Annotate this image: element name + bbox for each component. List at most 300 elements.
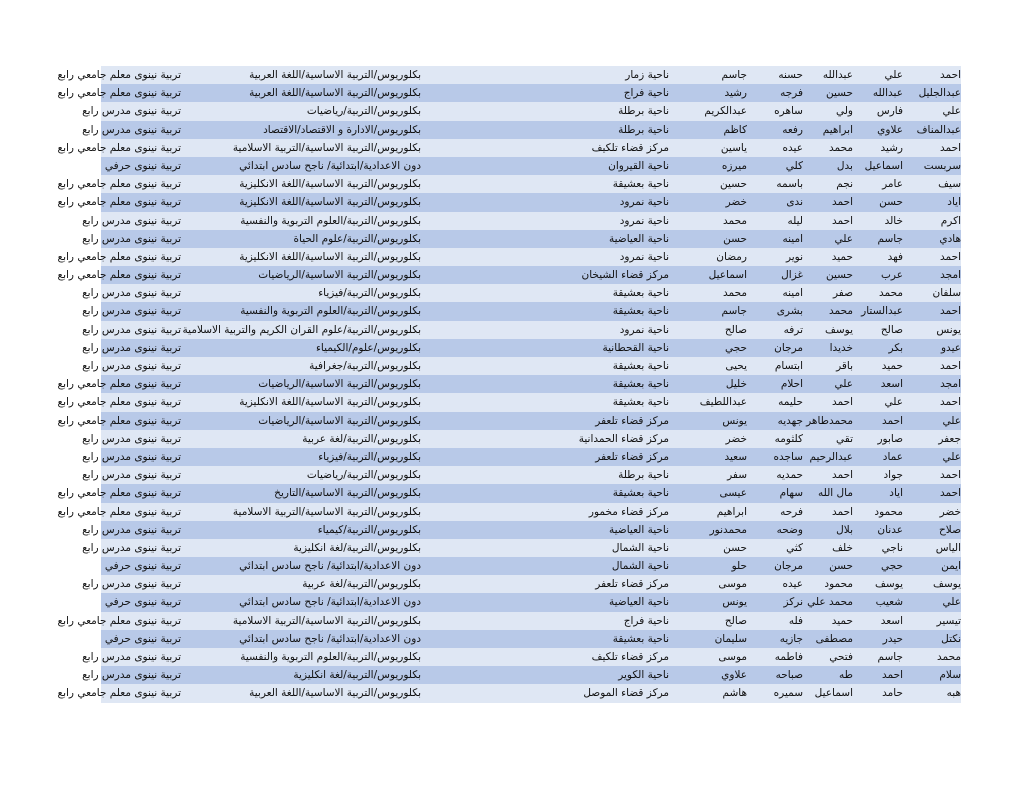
qualification-cell: بكلوريوس/التربية الاساسية/التربية الاسلامية	[232, 614, 421, 627]
grandfather-name-cell: احمد	[832, 196, 853, 209]
qualification-cell: بكلوريوس/التربية الاساسية/الرياضيات	[258, 378, 421, 391]
grade-text: مدرس رابع	[82, 232, 131, 245]
grade-text: مدرس رابع	[82, 651, 131, 663]
mother-father-name-cell: صالح	[724, 323, 747, 336]
grandfather-name-cell: نجم	[836, 178, 853, 191]
table-row	[57, 484, 961, 502]
directorate-text: تربية نينوى	[134, 632, 181, 645]
qualification-cell: بكلوريوس/التربية/العلوم التربوية والنفسية	[240, 651, 421, 663]
table-row	[57, 612, 961, 630]
mother-name-cell: فرحه	[780, 505, 803, 518]
location-cell: مركز قضاء الحمدانية	[578, 432, 669, 445]
grade-text: مدرس رابع	[82, 305, 131, 318]
directorate-grade-cell	[57, 412, 181, 430]
grade-text: معلم جامعي رابع	[57, 69, 131, 81]
mother-name-cell: فاطمه	[774, 651, 803, 663]
directorate-text: تربية نينوى	[134, 305, 181, 318]
directorate-text: تربية نينوى	[134, 651, 181, 663]
qualification-cell: بكلوريوس/التربية الاساسية/الرياضيات	[258, 414, 421, 427]
grandfather-name-cell: محمد	[829, 305, 853, 318]
location-cell: مركز قضاء الشيخان	[581, 269, 669, 282]
directorate-grade-cell	[57, 393, 181, 411]
qualification-cell: بكلوريوس/التربية الاساسية/اللغة الانكليزية	[239, 396, 421, 409]
grandfather-name-cell: علي	[834, 378, 853, 391]
location-cell: ناحية العياضية	[608, 523, 669, 536]
father-name-cell: محمود	[874, 505, 903, 518]
table-row	[82, 575, 961, 593]
father-name-cell: علي	[884, 69, 903, 81]
grandfather-name-cell: خلف	[832, 541, 853, 554]
first-name-cell: اياد	[947, 196, 961, 209]
first-name-cell: خضر	[939, 505, 961, 518]
mother-name-cell: جازيه	[779, 632, 803, 645]
location-cell: ناحية نمرود	[619, 250, 669, 263]
directorate-text: تربية نينوى	[134, 614, 181, 627]
first-name-cell: نكتل	[941, 632, 961, 645]
first-name-cell: علي	[942, 450, 961, 463]
table-row	[82, 339, 961, 357]
mother-name-cell: جهديه	[777, 414, 803, 427]
mother-name-cell: كثي	[786, 541, 803, 554]
grandfather-name-cell: تقي	[836, 432, 853, 445]
location-cell: مركز قضاء تلكيف	[591, 141, 669, 154]
mother-name-cell: ساجده	[773, 450, 803, 463]
directorate-text: تربية نينوى	[134, 687, 181, 700]
first-name-cell: سربست	[923, 159, 961, 172]
first-name-cell: علي	[942, 414, 961, 427]
first-name-cell: عبدالجليل	[918, 87, 961, 100]
father-name-cell: عرب	[881, 269, 903, 282]
data-table	[57, 66, 961, 703]
mother-father-name-cell: حلو	[731, 560, 747, 573]
location-cell: ناحية نمرود	[619, 196, 669, 209]
father-name-cell: شعيب	[875, 596, 903, 609]
table-row	[57, 266, 961, 284]
first-name-cell: سلفان	[932, 287, 961, 300]
mother-name-cell: ليله	[787, 214, 803, 227]
directorate-text: تربية نينوى	[134, 341, 181, 354]
directorate-text: تربية نينوى	[134, 269, 181, 282]
grade-text: معلم جامعي رابع	[57, 87, 131, 100]
location-cell: ناحية بعشيقة	[612, 396, 669, 409]
directorate-grade-cell	[57, 66, 181, 84]
table-row	[57, 193, 961, 211]
father-name-cell: بكر	[888, 341, 903, 354]
mother-name-cell: ندى	[786, 196, 803, 209]
qualification-cell: دون الاعدادية/ابتدائية/ ناجح سادس ابتدائي	[239, 596, 421, 609]
mother-father-name-cell: محمدنور	[709, 523, 747, 536]
location-cell: ناحية بعشيقة	[612, 378, 669, 391]
mother-father-name-cell: ياسين	[720, 141, 747, 154]
directorate-text: تربية نينوى	[134, 450, 181, 463]
location-cell: ناحية نمرود	[619, 214, 669, 227]
grade-text: مدرس رابع	[82, 450, 131, 463]
directorate-text: تربية نينوى	[134, 541, 181, 554]
mother-name-cell: سهام	[779, 487, 803, 500]
mother-father-name-cell: يونس	[722, 596, 747, 609]
grade-text: معلم جامعي رابع	[57, 141, 131, 154]
directorate-text: تربية نينوى	[134, 469, 181, 482]
qualification-cell: بكلوريوس/التربية الاساسية/اللغة الانكليزية	[239, 250, 421, 263]
mother-name-cell: فله	[788, 614, 803, 627]
grandfather-name-cell: احمد	[832, 214, 853, 227]
table-row	[82, 448, 961, 466]
first-name-cell: سلام	[939, 669, 961, 682]
qualification-cell: بكلوريوس/التربية/لغة عربية	[302, 432, 421, 445]
first-name-cell: يونس	[936, 323, 961, 336]
qualification-cell: بكلوريوس/التربية/لغة عربية	[302, 578, 421, 591]
mother-father-name-cell: خضر	[725, 432, 747, 445]
qualification-cell: بكلوريوس/التربية الاساسية/اللغة الانكليزية	[239, 178, 421, 191]
grade-text: معلم جامعي رابع	[57, 614, 131, 627]
first-name-cell: احمد	[940, 396, 961, 409]
directorate-text: تربية نينوى	[134, 69, 181, 81]
mother-father-name-cell: محمد	[723, 287, 747, 300]
location-cell: مركز قضاء الموصل	[583, 687, 669, 700]
mother-father-name-cell: موسى	[718, 578, 747, 591]
grade-text: حرفي	[104, 632, 131, 645]
directorate-text: تربية نينوى	[134, 214, 181, 227]
location-cell: مركز قضاء تلعفر	[595, 450, 669, 463]
first-name-cell: الياس	[935, 541, 961, 554]
directorate-grade-cell	[82, 430, 181, 448]
father-name-cell: اسعد	[880, 614, 903, 627]
father-name-cell: حميد	[881, 360, 903, 372]
table-row	[82, 230, 961, 248]
mother-father-name-cell: سليمان	[714, 632, 747, 645]
mother-name-cell: حليمه	[778, 396, 803, 409]
mother-name-cell: حسنه	[778, 69, 803, 81]
table-row	[101, 557, 961, 575]
directorate-grade-cell	[101, 593, 181, 611]
location-cell: ناحية برطلة	[618, 469, 669, 482]
grandfather-name-cell: بدل	[836, 159, 853, 172]
table-row	[57, 248, 961, 266]
grade-text: مدرس رابع	[82, 669, 131, 682]
table-row	[82, 357, 961, 375]
father-name-cell: اياد	[889, 487, 903, 500]
directorate-text: تربية نينوى	[134, 378, 181, 391]
directorate-grade-cell	[82, 302, 181, 320]
qualification-cell: بكلوريوس/التربية/رياضيات	[306, 105, 421, 118]
mother-father-name-cell: جاسم	[721, 69, 747, 81]
mother-name-cell: باسمه	[776, 178, 803, 191]
location-cell: مركز قضاء تلكيف	[591, 651, 669, 663]
grade-text: معلم جامعي رابع	[57, 396, 131, 409]
directorate-grade-cell	[57, 175, 181, 193]
grandfather-name-cell: باقر	[836, 360, 853, 372]
directorate-text: تربية نينوى	[134, 323, 181, 336]
first-name-cell: احمد	[940, 487, 961, 500]
qualification-cell: بكلوريوس/التربية/علوم القران الكريم والتربية الاسلامية	[182, 323, 421, 336]
grade-text: حرفي	[104, 560, 131, 573]
directorate-grade-cell	[82, 666, 181, 684]
location-cell: ناحية برطلة	[618, 105, 669, 118]
directorate-grade-cell	[57, 484, 181, 502]
mother-father-name-cell: خليل	[725, 378, 747, 391]
grade-text: معلم جامعي رابع	[57, 269, 131, 282]
mother-name-cell: بشرى	[776, 305, 803, 318]
location-cell: ناحية القيروان	[608, 159, 669, 172]
mother-father-name-cell: هاشم	[722, 687, 747, 700]
table-row	[82, 321, 961, 339]
location-cell: ناحية بعشيقة	[612, 487, 669, 500]
directorate-grade-cell	[57, 503, 181, 521]
father-name-cell: حسن	[879, 196, 903, 209]
qualification-cell: بكلوريوس/التربية/فيزياء	[318, 287, 421, 300]
qualification-cell: بكلوريوس/التربية/لغة انكليزية	[293, 669, 421, 682]
father-name-cell: اسماعيل	[864, 159, 903, 172]
grandfather-name-cell: احمد	[832, 396, 853, 409]
directorate-text: تربية نينوى	[134, 596, 181, 609]
table-row	[82, 466, 961, 484]
table-row	[82, 121, 961, 139]
father-name-cell: عامر	[882, 178, 903, 191]
mother-name-cell: عيده	[782, 578, 803, 591]
first-name-cell: احمد	[940, 305, 961, 318]
mother-father-name-cell: حجي	[724, 341, 747, 354]
directorate-grade-cell	[82, 212, 181, 230]
mother-father-name-cell: يحيى	[725, 360, 747, 372]
directorate-text: تربية نينوى	[134, 141, 181, 154]
first-name-cell: ايمن	[941, 560, 961, 573]
father-name-cell: صابور	[877, 432, 903, 445]
first-name-cell: محمد	[937, 651, 961, 663]
directorate-text: تربية نينوى	[134, 196, 181, 209]
mother-father-name-cell: حسن	[723, 541, 747, 554]
qualification-cell: بكلوريوس/التربية/علوم الحياة	[293, 232, 421, 245]
directorate-grade-cell	[101, 630, 181, 648]
mother-name-cell: ترفه	[783, 323, 803, 336]
grandfather-name-cell: اسماعيل	[814, 687, 853, 700]
grade-text: مدرس رابع	[82, 105, 131, 118]
table-row	[57, 412, 961, 430]
mother-name-cell: وضحه	[776, 523, 803, 536]
location-cell: مركز قضاء مخمور	[588, 505, 669, 518]
father-name-cell: حامد	[882, 687, 903, 700]
qualification-cell: دون الاعدادية/ابتدائية/ ناجح سادس ابتدائي	[239, 159, 421, 172]
directorate-grade-cell	[82, 284, 181, 302]
first-name-cell: احمد	[940, 141, 961, 154]
grade-text: مدرس رابع	[82, 523, 131, 536]
location-cell: ناحية العياضية	[608, 232, 669, 245]
first-name-cell: اكرم	[940, 214, 961, 227]
first-name-cell: احمد	[940, 69, 961, 81]
mother-father-name-cell: رشيد	[724, 87, 747, 100]
grade-text: مدرس رابع	[82, 541, 131, 554]
grade-text: معلم جامعي رابع	[57, 414, 131, 427]
directorate-grade-cell	[57, 375, 181, 393]
directorate-text: تربية نينوى	[134, 159, 181, 172]
mother-name-cell: غزال	[781, 269, 803, 282]
qualification-cell: بكلوريوس/التربية/رياضيات	[306, 469, 421, 482]
grade-text: مدرس رابع	[82, 123, 131, 136]
directorate-grade-cell	[57, 139, 181, 157]
table-row	[57, 175, 961, 193]
grade-text: معلم جامعي رابع	[57, 487, 131, 500]
location-cell: ناحية العياضية	[608, 596, 669, 609]
qualification-cell: بكلوريوس/علوم/الكيمياء	[315, 341, 421, 354]
mother-father-name-cell: عبداللطيف	[699, 396, 747, 409]
grade-text: معلم جامعي رابع	[57, 378, 131, 391]
grandfather-name-cell: علي	[834, 232, 853, 245]
first-name-cell: علي	[942, 105, 961, 118]
grandfather-name-cell: محمد	[829, 141, 853, 154]
grandfather-name-cell: حسن	[829, 560, 853, 573]
grade-text: مدرس رابع	[82, 432, 131, 445]
table-row	[82, 430, 961, 448]
directorate-grade-cell	[82, 321, 181, 339]
grade-text: مدرس رابع	[82, 360, 131, 372]
father-name-cell: عدنان	[877, 523, 903, 536]
grade-text: مدرس رابع	[82, 341, 131, 354]
directorate-grade-cell	[82, 230, 181, 248]
mother-name-cell: نركز	[783, 596, 803, 609]
first-name-cell: تيسير	[936, 614, 961, 627]
qualification-cell: بكلوريوس/التربية/العلوم التربوية والنفسية	[240, 305, 421, 318]
table-row	[82, 539, 961, 557]
father-name-cell: احمد	[882, 669, 903, 682]
location-cell: ناحية نمرود	[619, 323, 669, 336]
mother-father-name-cell: صالح	[724, 614, 747, 627]
grandfather-name-cell: بلال	[836, 523, 853, 536]
table-row	[101, 157, 961, 175]
mother-father-name-cell: ابراهيم	[716, 505, 747, 518]
directorate-grade-cell	[57, 193, 181, 211]
mother-father-name-cell: عيسى	[719, 487, 747, 500]
qualification-cell: بكلوريوس/التربية الاساسية/التربية الاسلامية	[232, 141, 421, 154]
directorate-grade-cell	[82, 357, 181, 375]
father-name-cell: فارس	[876, 105, 903, 118]
mother-father-name-cell: خضر	[725, 196, 747, 209]
father-name-cell: عماد	[882, 450, 903, 463]
mother-name-cell: سميره	[773, 687, 803, 700]
mother-father-name-cell: حسين	[719, 178, 747, 191]
grandfather-name-cell: حميد	[831, 614, 853, 627]
qualification-cell: بكلوريوس/التربية الاساسية/اللغة العربية	[249, 69, 421, 81]
table-row	[57, 684, 961, 702]
table-row	[82, 666, 961, 684]
first-name-cell: هبه	[946, 687, 961, 700]
directorate-grade-cell	[82, 575, 181, 593]
mother-name-cell: رفعه	[782, 123, 803, 136]
location-cell: ناحية برطلة	[618, 123, 669, 136]
table-row	[82, 302, 961, 320]
grandfather-name-cell: عبدالرحيم	[809, 450, 853, 463]
grandfather-name-cell: حسين	[825, 87, 853, 100]
qualification-cell: بكلوريوس/التربية/لغة انكليزية	[293, 541, 421, 554]
mother-name-cell: مرجان	[774, 341, 803, 354]
table-row	[57, 139, 961, 157]
grandfather-name-cell: احمد	[832, 469, 853, 482]
first-name-cell: احمد	[940, 469, 961, 482]
mother-father-name-cell: يونس	[722, 414, 747, 427]
grade-text: حرفي	[104, 159, 131, 172]
first-name-cell: عبدالمناف	[916, 123, 961, 136]
directorate-grade-cell	[82, 466, 181, 484]
location-cell: ناحية القحطانية	[602, 341, 669, 354]
grade-text: مدرس رابع	[82, 214, 131, 227]
table-row	[82, 521, 961, 539]
directorate-grade-cell	[82, 448, 181, 466]
directorate-text: تربية نينوى	[134, 123, 181, 136]
directorate-grade-cell	[57, 266, 181, 284]
father-name-cell: عبدالستار	[861, 305, 903, 318]
directorate-text: تربية نينوى	[134, 560, 181, 573]
mother-name-cell: نوير	[785, 250, 803, 263]
grade-text: معلم جامعي رابع	[57, 178, 131, 191]
mother-father-name-cell: موسى	[718, 651, 747, 663]
father-name-cell: يوسف	[874, 578, 903, 591]
mother-name-cell: مرجان	[774, 560, 803, 573]
directorate-text: تربية نينوى	[134, 414, 181, 427]
directorate-text: تربية نينوى	[134, 578, 181, 591]
grandfather-name-cell: حميد	[831, 250, 853, 263]
grade-text: مدرس رابع	[82, 469, 131, 482]
father-name-cell: ناجي	[881, 541, 903, 554]
grandfather-name-cell: فتحي	[829, 651, 853, 663]
first-name-cell: عيدو	[940, 341, 961, 354]
first-name-cell: امجد	[940, 269, 961, 282]
mother-name-cell: كلي	[785, 159, 803, 172]
location-cell: ناحية بعشيقة	[612, 287, 669, 300]
grandfather-name-cell: صفر	[832, 287, 853, 300]
directorate-grade-cell	[82, 121, 181, 139]
directorate-grade-cell	[101, 557, 181, 575]
mother-father-name-cell: علاوي	[721, 669, 747, 682]
father-name-cell: جواد	[883, 469, 903, 482]
father-name-cell: خالد	[884, 214, 903, 227]
grandfather-name-cell: محمود	[824, 578, 853, 591]
grandfather-name-cell: ولي	[835, 105, 853, 118]
table-row	[57, 66, 961, 84]
location-cell: ناحية فراج	[623, 614, 669, 627]
table-row	[82, 284, 961, 302]
first-name-cell: احمد	[940, 360, 961, 372]
qualification-cell: بكلوريوس/التربية/فيزياء	[318, 450, 421, 463]
directorate-grade-cell	[101, 157, 181, 175]
father-name-cell: علاوي	[877, 123, 903, 136]
directorate-text: تربية نينوى	[134, 487, 181, 500]
mother-name-cell: ابتسام	[774, 360, 803, 372]
father-name-cell: احمد	[882, 414, 903, 427]
mother-father-name-cell: عبدالكريم	[704, 105, 747, 118]
qualification-cell: بكلوريوس/التربية الاساسية/اللغة العربية	[249, 87, 421, 100]
location-cell: ناحية الشمال	[611, 560, 669, 573]
location-cell: ناحية زمار	[625, 69, 669, 81]
qualification-cell: بكلوريوس/التربية الاساسية/التاريخ	[274, 487, 421, 500]
mother-father-name-cell: اسماعيل	[708, 269, 747, 282]
mother-name-cell: امينه	[782, 232, 803, 245]
grade-text: معلم جامعي رابع	[57, 505, 131, 518]
mother-father-name-cell: سعيد	[724, 450, 747, 463]
mother-name-cell: صباحه	[775, 669, 803, 682]
grade-text: مدرس رابع	[82, 578, 131, 591]
location-cell: مركز قضاء تلعفر	[595, 578, 669, 591]
directorate-grade-cell	[57, 684, 181, 702]
table-row	[57, 84, 961, 102]
grade-text: حرفي	[104, 596, 131, 609]
qualification-cell: بكلوريوس/التربية الاساسية/الرياضيات	[258, 269, 421, 282]
mother-name-cell: عيده	[782, 141, 803, 154]
grade-text: معلم جامعي رابع	[57, 250, 131, 263]
directorate-grade-cell	[57, 248, 181, 266]
directorate-text: تربية نينوى	[134, 432, 181, 445]
directorate-grade-cell	[57, 84, 181, 102]
first-name-cell: جعفر	[938, 432, 961, 445]
first-name-cell: احمد	[940, 250, 961, 263]
directorate-text: تربية نينوى	[134, 669, 181, 682]
